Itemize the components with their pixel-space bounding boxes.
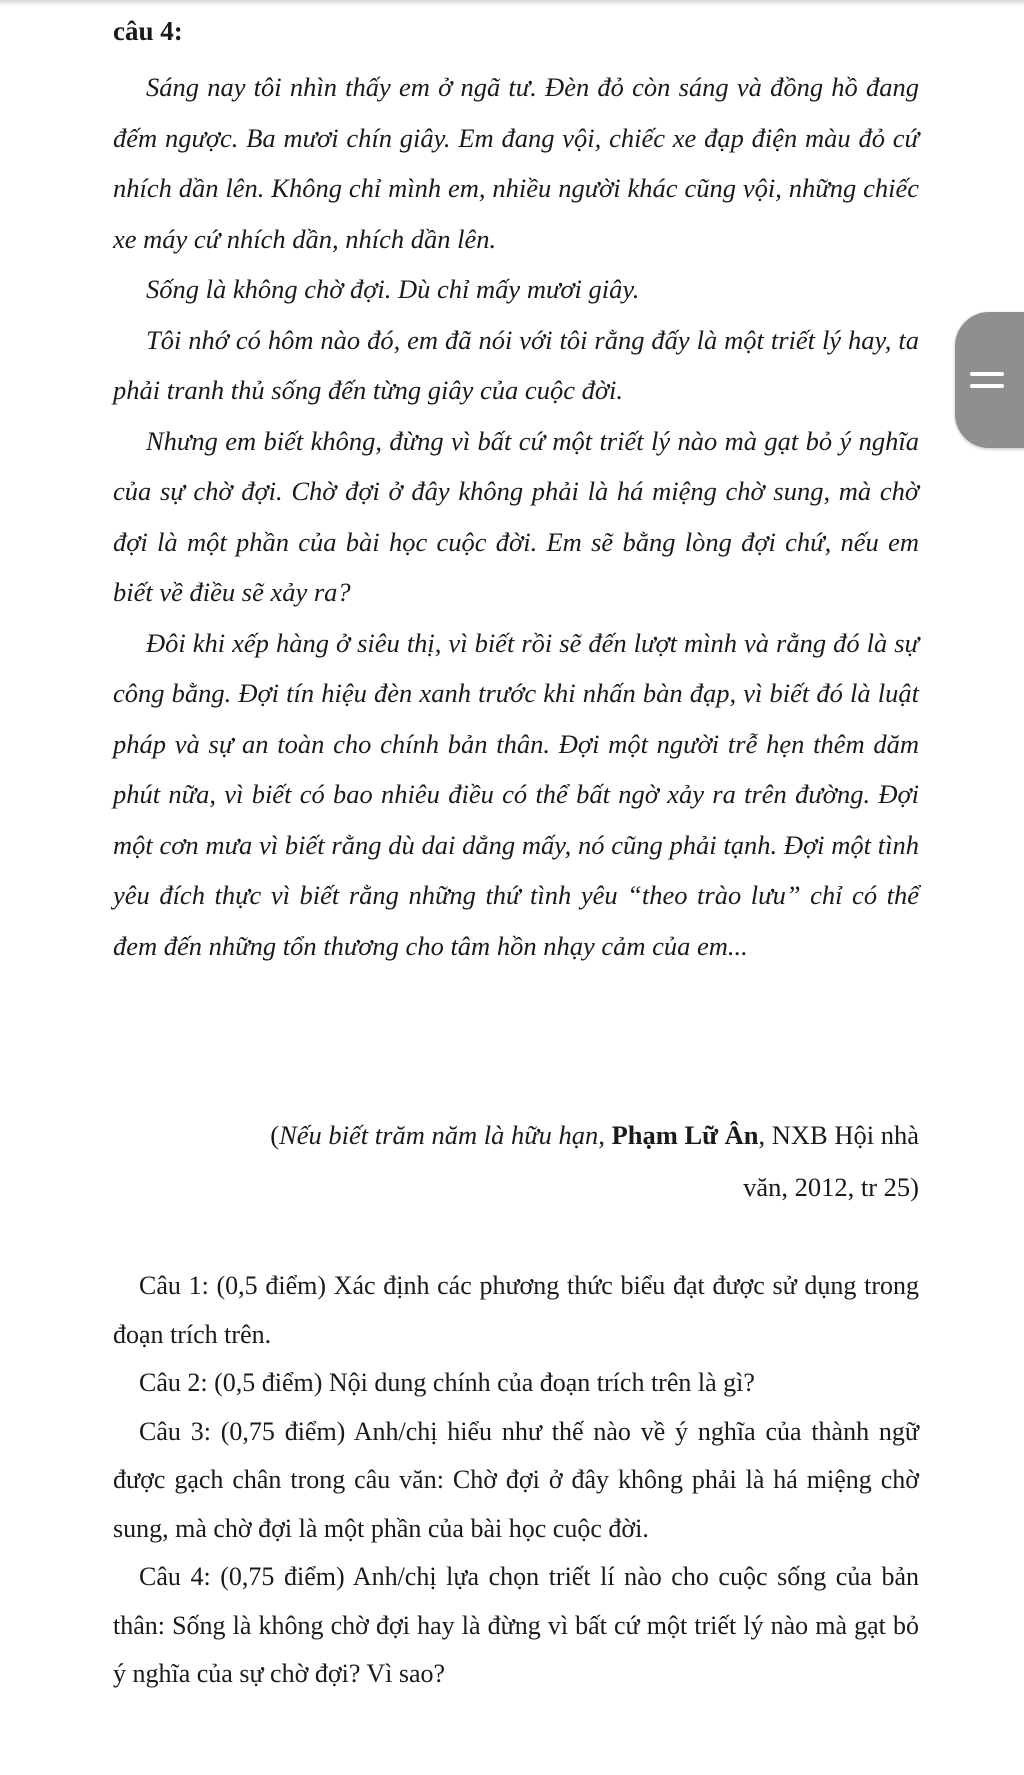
question-item-2: Câu 2: (0,5 điểm) Nội dung chính của đoạn trích trên là gì? [139, 1368, 755, 1397]
reading-passage [113, 62, 919, 971]
passage-paragraph-2: Sống là không chờ đợi. Dù chỉ mấy mươi giây. [146, 274, 640, 304]
citation-title: Nếu biết trăm năm là hữu hạn [279, 1120, 599, 1150]
citation-separator: , [598, 1120, 612, 1150]
grip-lines-icon [970, 372, 1004, 376]
scroll-handle[interactable] [955, 312, 1024, 448]
citation-line-1 [113, 1109, 919, 1161]
citation-line-2: văn, 2012, tr 25) [743, 1172, 919, 1202]
top-edge-shadow [0, 0, 1024, 6]
passage-paragraph-5: Đôi khi xếp hàng ở siêu thị, vì biết rồi sẽ đến lượt mình và rằng đó là sự công bằng. Đợi tín hiệu đèn xanh trước khi nhấn bàn đạp, vì biết đó là luật pháp và sự an toàn cho chính bản thân. Đợi một người trễ hẹn thêm dăm phút nữa, vì biết có bao nhiêu điều có thể bất ngờ xảy ra trên đường. Đợi một cơn mưa vì biết rằng dù dai dẳng mấy, nó cũng phải tạnh. Đợi một tình yêu đích thực vì biết rằng những thứ tình yêu “theo trào lưu” chỉ có thể đem đến những tổn thương cho tâm hồn nhạy cảm của em... [113, 627, 919, 961]
citation-author: Phạm Lữ Ân [611, 1120, 759, 1150]
passage-paragraph-4: Nhưng em biết không, đừng vì bất cứ một triết lý nào mà gạt bỏ ý nghĩa của sự chờ đợi. Chờ đợi ở đây không phải là há miệng chờ sung, mà chờ đợi là một phần của bài học cuộc đời. Em sẽ bằng lòng đợi chứ, nếu em biết về điều sẽ xảy ra? [113, 425, 919, 607]
citation-open: ( [270, 1120, 280, 1150]
grip-lines-icon-lower [970, 384, 1004, 388]
question-item-4: Câu 4: (0,75 điểm) Anh/chị lựa chọn triết lí nào cho cuộc sống của bản thân: Sống là không chờ đợi hay là đừng vì bất cứ một triết lý nào mà gạt bỏ ý nghĩa của sự chờ đợi? Vì sao? [113, 1562, 919, 1688]
question-list [113, 1262, 919, 1699]
passage-paragraph-3: Tôi nhớ có hôm nào đó, em đã nói với tôi rằng đấy là một triết lý hay, ta phải tranh thủ sống đến từng giây của cuộc đời. [113, 324, 919, 405]
question-heading: câu 4: [113, 16, 183, 46]
citation-publisher: , NXB Hội nhà [758, 1120, 919, 1150]
source-citation [113, 1109, 919, 1213]
question-item-3: Câu 3: (0,75 điểm) Anh/chị hiểu như thế nào về ý nghĩa của thành ngữ được gạch chân trong câu văn: Chờ đợi ở đây không phải là há miệng chờ sung, mà chờ đợi là một phần của bài học cuộc đời. [113, 1416, 919, 1543]
question-item-1: Câu 1: (0,5 điểm) Xác định các phương thức biểu đạt được sử dụng trong đoạn trích trên. [113, 1271, 919, 1349]
passage-paragraph-1: Sáng nay tôi nhìn thấy em ở ngã tư. Đèn đỏ còn sáng và đồng hồ đang đếm ngược. Ba mươi chín giây. Em đang vội, chiếc xe đạp điện màu đỏ cứ nhích dần lên. Không chỉ mình em, nhiều người khác cũng vội, những chiếc xe máy cứ nhích dần, nhích dần lên. [113, 72, 919, 254]
